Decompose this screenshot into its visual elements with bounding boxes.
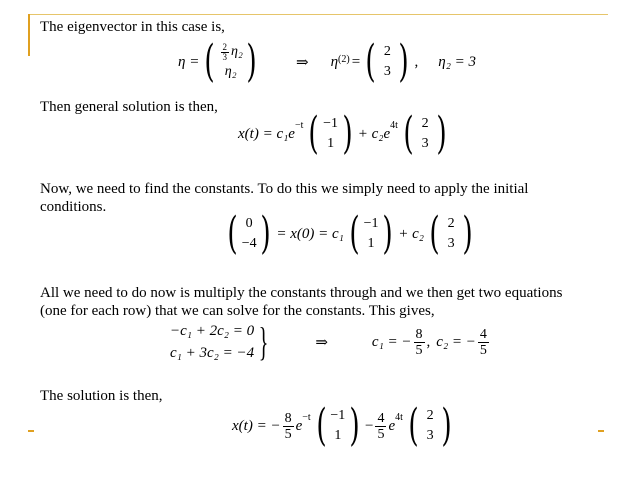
- eq3-v2-bot: 3: [447, 236, 455, 251]
- left-accent-bar: [28, 14, 30, 56]
- equation-initial-conditions: [222, 208, 478, 259]
- eq3-v2-top: 2: [447, 216, 455, 231]
- eq1-res-lhs: η: [330, 53, 339, 70]
- eq5-vector1: ( −1 1 ): [316, 400, 360, 451]
- eq4-c2-lhs: c₂ = −: [436, 333, 476, 350]
- eq5-frac2: [375, 411, 386, 442]
- eq2-exp1: −t: [294, 120, 304, 131]
- eq5-v2-top: 2: [426, 408, 434, 423]
- top-rule: [28, 14, 608, 15]
- eq5-f1-den: 5: [284, 426, 292, 442]
- eq2-v1-bot: 1: [327, 136, 335, 151]
- eq4-sep: ,: [426, 333, 431, 350]
- eq4-c2-num: 4: [479, 326, 487, 342]
- text-line-multiply: All we need to do now is multiply the constants through and we then get two equations: [40, 285, 563, 301]
- eq2-lhs: x(t) = c₁e: [238, 125, 295, 142]
- eq4-c1-lhs: c₁ = −: [371, 333, 412, 350]
- equation-final-solution: [232, 400, 457, 451]
- eq3-ic-vector: ( 0 −4 ): [227, 208, 271, 259]
- eq4-c1-num: 8: [415, 326, 423, 342]
- eq2-v2-top: 2: [421, 116, 429, 131]
- eq5-v1-bot: 1: [334, 428, 342, 443]
- eq2-v1-top: −1: [323, 116, 339, 131]
- eq1-res-eq: =: [351, 53, 361, 70]
- eq4-brace: }: [258, 319, 269, 364]
- eq1-eta2: η₂ = 3: [438, 53, 477, 70]
- text-line-conditions: conditions.: [40, 199, 107, 215]
- eq1-top-var: η₂: [231, 44, 243, 59]
- eq5-e1: e: [295, 417, 303, 434]
- eq5-minus: −: [365, 417, 374, 434]
- eq2-plus: + c₂e: [357, 125, 391, 142]
- eq5-lhs: x(t) = −: [232, 417, 281, 434]
- eq2-exp2: 4t: [390, 120, 398, 131]
- eq3-ic-top: 0: [245, 216, 253, 231]
- eq3-v1-bot: 1: [367, 236, 375, 251]
- equation-system: [170, 320, 491, 364]
- eq3-ic-bot: −4: [241, 236, 257, 251]
- eq1-arrow: ⇒: [295, 54, 309, 71]
- eq3-plus: + c₂: [398, 225, 424, 242]
- eq4-c1-den: 5: [415, 342, 423, 358]
- eq5-v1-top: −1: [330, 408, 346, 423]
- eq2-vector1: ( −1 1 ): [308, 108, 353, 159]
- eq1-frac-num: 2: [222, 41, 227, 52]
- eq4-row2: c₁ + 3c₂ = −4: [170, 345, 255, 361]
- eq1-lhs: η =: [178, 53, 200, 70]
- right-dash: [598, 430, 604, 432]
- text-line-find-constants: Now, we need to find the constants. To do this we simply need to apply the initial: [40, 181, 529, 197]
- eq4-row1: −c₁ + 2c₂ = 0: [170, 323, 255, 339]
- eq3-v1-top: −1: [363, 216, 379, 231]
- eq5-f2-num: 4: [377, 410, 385, 426]
- eq5-f1-num: 8: [284, 410, 292, 426]
- eq1-vector: ( $\frac{2}{3}$ η₂ η₂ ): [204, 36, 257, 87]
- eq1-res-sup: (2): [338, 53, 350, 65]
- eq5-frac1: [283, 411, 294, 442]
- eq5-f2-den: 5: [377, 426, 385, 442]
- left-dash: [28, 430, 34, 432]
- text-line-one-for-each-row: (one for each row) that we can solve for the constants. This gives,: [40, 303, 435, 319]
- eq4-c2-den: 5: [479, 342, 487, 358]
- eq4-arrow: ⇒: [315, 334, 328, 351]
- eq4-c1-frac: [414, 327, 425, 358]
- eq3-vector2: ( 2 3 ): [429, 208, 473, 259]
- eq1-res-bot: 3: [383, 64, 391, 79]
- eq2-vector2: ( 2 3 ): [403, 108, 447, 159]
- eq5-vector2: ( 2 3 ): [408, 400, 452, 451]
- eq3-mid: = x(0) = c₁: [276, 225, 344, 242]
- text-line-solution: The solution is then,: [40, 388, 163, 404]
- eq5-exp1: −t: [302, 412, 311, 423]
- eq4-c2-frac: [478, 327, 489, 358]
- equation-eigenvector: [178, 36, 477, 87]
- eq5-exp2: 4t: [395, 412, 403, 423]
- equation-general-solution: [238, 108, 452, 159]
- eq3-vector1: ( −1 1 ): [349, 208, 393, 259]
- eq1-result-vector: ( 2 3 ): [365, 36, 410, 87]
- text-line-eigenvector: The eigenvector in this case is,: [40, 19, 225, 35]
- eq5-v2-bot: 3: [426, 428, 434, 443]
- eq1-frac-den: 3: [222, 51, 227, 62]
- eq1-bot-var: η₂: [224, 64, 237, 79]
- text-line-general-solution: Then general solution is then,: [40, 99, 218, 115]
- eq2-v2-bot: 3: [421, 136, 429, 151]
- eq1-comma: ,: [414, 53, 419, 70]
- eq1-res-top: 2: [383, 44, 391, 59]
- eq5-e2: e: [388, 417, 396, 434]
